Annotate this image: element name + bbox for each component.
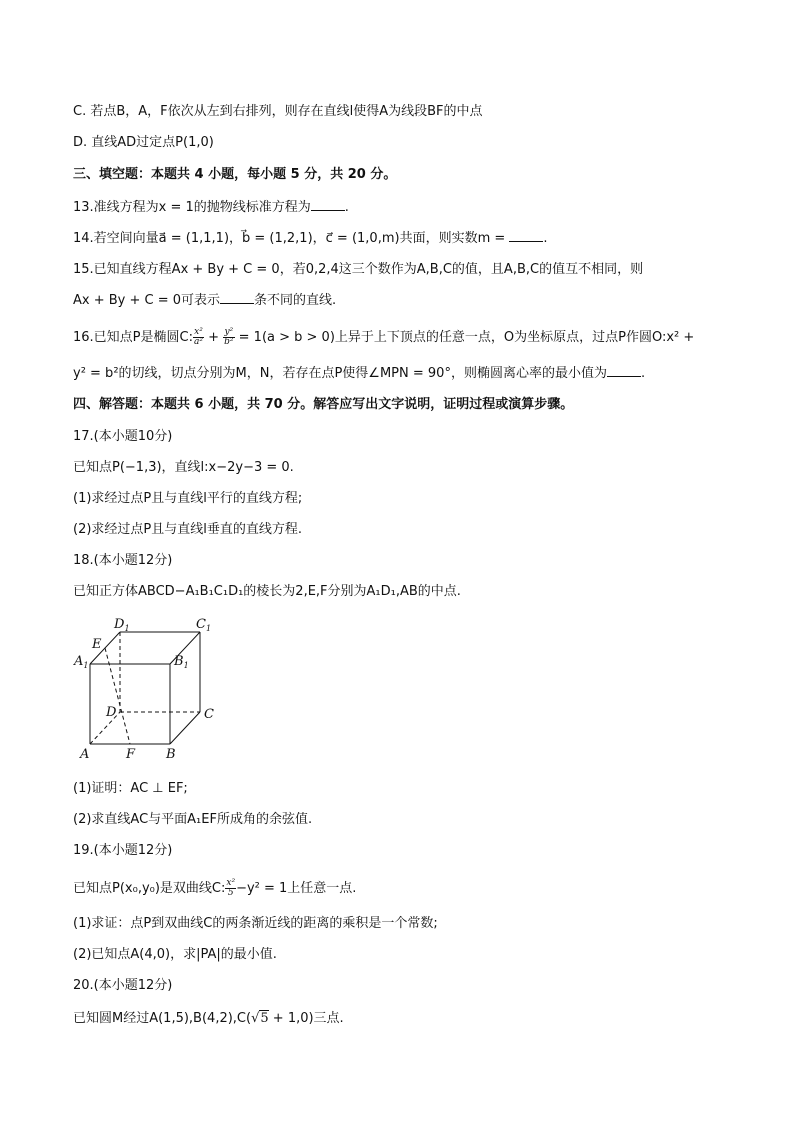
q14-end: . xyxy=(543,231,548,246)
q18-part1: (1)证明：AC ⊥ EF; xyxy=(73,781,188,796)
segment-ef xyxy=(105,648,130,744)
answer-blank xyxy=(607,364,641,377)
q19-part1: (1)求证：点P到双曲线C的两条渐近线的距离的乘积是一个常数; xyxy=(73,916,438,931)
edge-bc xyxy=(170,712,200,744)
q13-text: 13.准线方程为x = 1的抛物线标准方程为 xyxy=(73,200,311,215)
q19-heading: 19.(本小题12分) xyxy=(73,843,173,858)
label-c: C xyxy=(204,707,214,722)
question-13 xyxy=(73,198,734,217)
q20-heading: 20.(本小题12分) xyxy=(73,978,173,993)
label-d1: $D_1$ xyxy=(114,617,130,633)
answer-blank xyxy=(220,291,254,304)
q17-heading: 17.(本小题10分) xyxy=(73,429,173,444)
question-16-line2: y² = b²的切线，切点分别为M，N，若存在点P使得∠MPN = 90°，则椭圆离心率的最小值为 . xyxy=(73,366,646,381)
q19-stem: 已知点P(x₀,y₀)是双曲线C: $\frac{\text{x²}}{5}$ −y² = 1上任意一点. xyxy=(73,878,357,898)
q15-end: 条不同的直线. xyxy=(254,293,337,308)
q16-text-b: = 1(a > b > 0)上异于上下顶点的任意一点，O为坐标原点，过点P作圆O:x² + xyxy=(234,330,695,345)
label-c1: $C_1$ xyxy=(196,617,212,633)
label-a1: $A_1$ xyxy=(74,654,89,670)
label-d: D xyxy=(106,705,117,720)
label-f: F xyxy=(126,747,136,762)
q18-stem: 已知正方体ABCD−A₁B₁C₁D₁的棱长为2,E,F分别为A₁D₁,AB的中点. xyxy=(73,584,461,599)
label-a: A xyxy=(80,747,90,762)
q15-text: Ax + By + C = 0可表示 xyxy=(73,293,221,308)
q16-text-c: y² = b²的切线，切点分别为M，N，若存在点P使得∠MPN = 90°，则椭圆离心率的最小值为 xyxy=(73,366,607,381)
q19-part2: (2)已知点A(4,0)，求|PA|的最小值. xyxy=(73,947,277,962)
cube-figure xyxy=(70,612,230,764)
q17-part1: (1)求经过点P且与直线l平行的直线方程; xyxy=(73,491,303,506)
fraction: $\frac{\text{x²}}{5}$ xyxy=(226,878,236,898)
question-14 xyxy=(73,229,734,248)
q17-part2: (2)求经过点P且与直线l垂直的直线方程. xyxy=(73,522,302,537)
q18-heading: 18.(本小题12分) xyxy=(73,553,173,568)
option-d: D. 直线AD过定点P(1,0) xyxy=(73,135,214,150)
section-3-heading: 三、填空题：本题共 4 小题，每小题 5 分，共 20 分。 xyxy=(73,167,397,182)
q17-stem: 已知点P(−1,3)，直线l:x−2y−3 = 0. xyxy=(73,460,294,475)
fraction: $\frac{\text{y²}}{\text{b²}}$ xyxy=(224,327,234,347)
q20-stem: 已知圆M经过A(1,5),B(4,2),C(√5 + 1,0)三点. xyxy=(73,1011,344,1026)
answer-blank xyxy=(311,198,345,211)
answer-blank xyxy=(509,229,543,242)
q13-end: . xyxy=(344,200,349,215)
label-b1: $B_1$ xyxy=(174,654,189,670)
square-root: √5 xyxy=(251,1011,269,1026)
label-e: E xyxy=(92,637,102,652)
q16-text-a: 16.已知点P是椭圆C: xyxy=(73,330,193,345)
section-4-heading: 四、解答题：本题共 6 小题，共 70 分。解答应写出文字说明，证明过程或演算步骤。 xyxy=(73,397,574,412)
question-16-line1: 16.已知点P是椭圆C: $\frac{\text{x²}}{\text{a²}}$ + $\frac{\text{y²}}{\text{b²}}$ = 1(a > b > 0)上异于上下顶点的任意一点，O为坐标原点，过点P作圆O:x² + xyxy=(73,327,695,347)
q18-part2: (2)求直线AC与平面A₁EF所成角的余弦值. xyxy=(73,812,313,827)
fraction: $\frac{\text{x²}}{\text{a²}}$ xyxy=(193,327,203,347)
question-15-line1: 15.已知直线方程Ax + By + C = 0，若0,2,4这三个数作为A,B,C的值，且A,B,C的值互不相同，则 xyxy=(73,262,644,277)
q14-text: 14.若空间向量a⃗ = (1,1,1)，b⃗ = (1,2,1)，c⃗ = (1,0,m)共面，则实数m = xyxy=(73,231,506,246)
label-b: B xyxy=(166,747,176,762)
question-15-line2 xyxy=(73,291,734,310)
option-c: C. 若点B，A，F依次从左到右排列，则存在直线l使得A为线段BF的中点 xyxy=(73,104,483,119)
